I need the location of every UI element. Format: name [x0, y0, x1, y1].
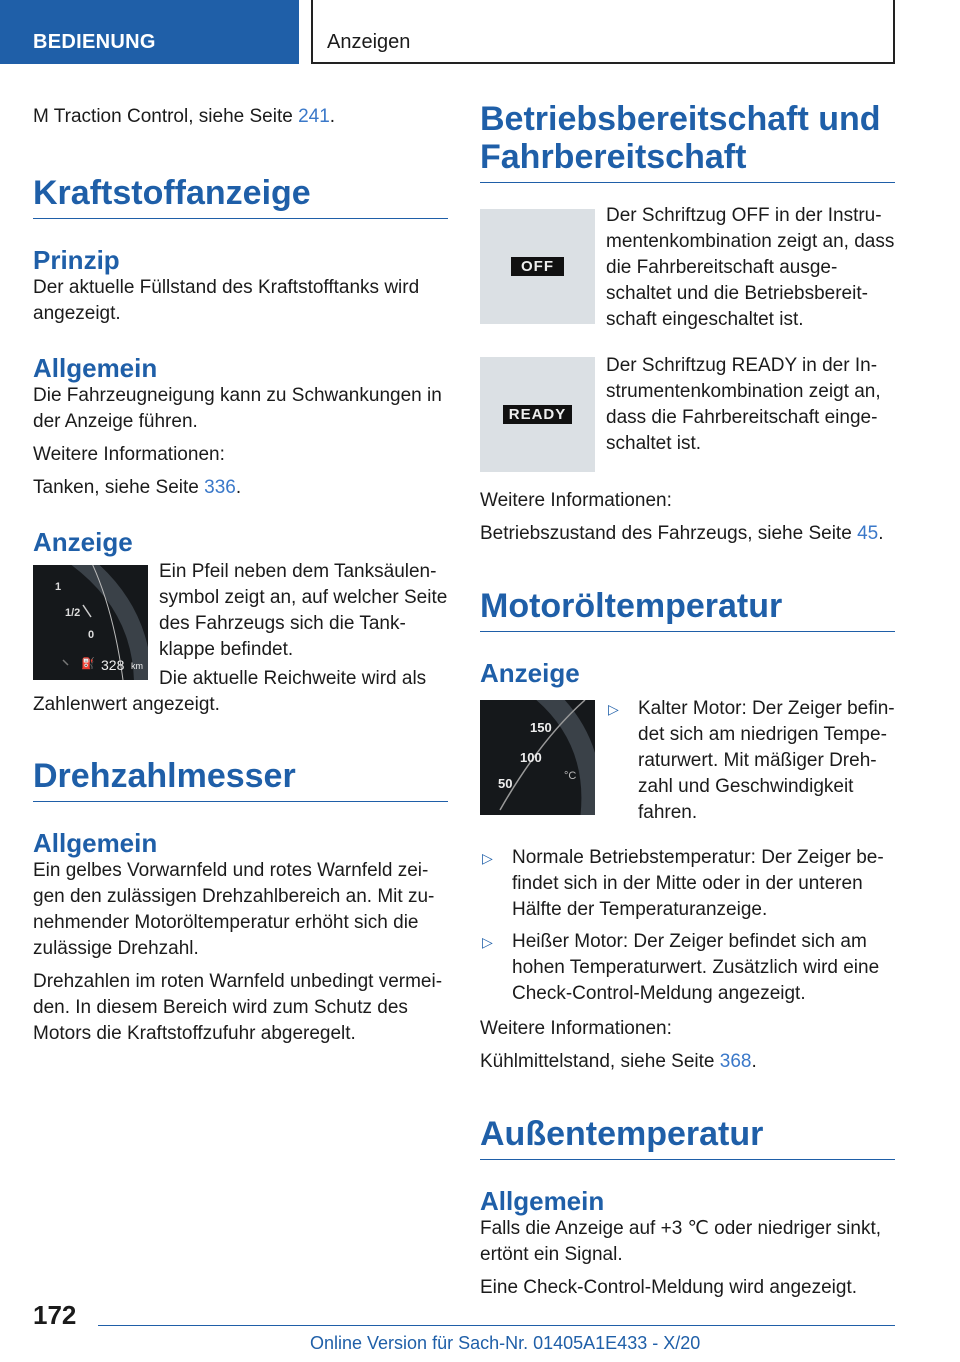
page-link-241[interactable]: 241	[298, 106, 330, 127]
bullet-triangle-icon: ▷	[482, 850, 493, 866]
weitere-info-label-right: Weitere Informationen:	[480, 490, 672, 511]
anzeige-text-1: Ein Pfeil neben dem Tanksäulensymbol zeigt an, auf welcher Seite des Fahrzeugs sich die Tankklappe befindet.	[159, 561, 448, 660]
anzeige-text-2a: Die aktuelle Reichweite wird als	[159, 668, 427, 689]
fuel-range-value: 328	[101, 657, 125, 673]
intro-paragraph: M Traction Control, siehe Seite 241.	[33, 106, 336, 127]
page-link-336[interactable]: 336	[204, 477, 236, 498]
oil-label-unit: °C	[564, 770, 577, 782]
ready-text: Der Schriftzug READY in der Instrumentenkombination zeigt an, dass die Fahrbereitschaft eingeschaltet ist.	[606, 355, 881, 454]
fuel-range-unit: km	[131, 661, 143, 671]
footer-divider	[98, 1325, 895, 1326]
ready-badge: READY	[503, 405, 573, 424]
off-indicator-image	[480, 209, 595, 324]
weitere-info-label: Weitere Informationen:	[33, 444, 225, 465]
page-number: 172	[33, 1300, 77, 1330]
fuel-label-one: 1	[55, 581, 62, 593]
dz-text-2: Drehzahlen im roten Warnfeld unbedingt vermeiden. In diesem Bereich wird zum Schutz des Motors die Kraftstoffzufuhr abgeregelt.	[33, 971, 443, 1044]
kuehl-ref: Kühlmittelstand, siehe Seite 368.	[480, 1051, 757, 1072]
bullet-triangle-icon: ▷	[482, 934, 493, 950]
oil-label-100: 100	[520, 750, 542, 765]
fuel-label-zero: 0	[88, 629, 95, 641]
oil-label-50: 50	[498, 776, 513, 791]
allgemein-text: Die Fahrzeugneigung kann zu Schwankungen in der Anzeige führen.	[33, 385, 442, 432]
fuel-gauge-image	[33, 565, 148, 680]
heading-aussentemperatur: Außentemperatur	[480, 1115, 895, 1160]
aussen-text-1: Falls die Anzeige auf +3 ℃ oder niedriger sinkt, ertönt ein Signal.	[480, 1218, 882, 1265]
footer-version-text: Online Version für Sach-Nr. 01405A1E433 - X/20	[310, 1333, 701, 1353]
oil-bullet-normal: ▷ Normale Betriebstemperatur: Der Zeiger befindet sich in der Mitte oder in der unteren Hälfte der Temperaturanzeige.	[480, 845, 895, 923]
heading-kraftstoffanzeige: Kraftstoffanzeige	[33, 174, 448, 219]
heading-prinzip: Prinzip	[33, 245, 120, 275]
fuel-label-half: 1/2	[65, 607, 81, 619]
oil-label-150: 150	[530, 720, 552, 735]
left-column	[33, 100, 448, 1047]
prinzip-text: Der aktuelle Füllstand des Kraftstofftanks wird angezeigt.	[33, 277, 420, 324]
oil-temp-gauge-image	[480, 700, 595, 815]
heading-aussen-allgemein: Allgemein	[480, 1186, 605, 1216]
aussen-text-2: Eine Check-Control-Meldung wird angezeigt.	[480, 1277, 858, 1298]
off-text: Der Schriftzug OFF in der Instrumentenkombination zeigt an, dass die Fahrbereitschaft ausgeschaltet und die Betriebsbereitschaft eingeschaltet ist.	[606, 205, 895, 330]
anzeige-text-2b: Zahlenwert angezeigt.	[33, 694, 220, 715]
bullet-triangle-icon: ▷	[608, 701, 619, 717]
betrieb-ref: Betriebszustand des Fahrzeugs, siehe Seite 45.	[480, 523, 884, 544]
fuel-pump-icon: ⛽	[81, 658, 95, 670]
heading-oel-anzeige: Anzeige	[480, 658, 580, 688]
heading-dz-allgemein: Allgemein	[33, 828, 158, 858]
dz-text-1: Ein gelbes Vorwarnfeld und rotes Warnfeld zeigen den zulässigen Drehzahlbereich an. Mit zunehmender Motoröltemperatur erhöht sich die zulässige Drehzahl.	[33, 860, 435, 959]
right-column	[480, 100, 895, 1301]
ready-indicator-image	[480, 357, 595, 472]
header-title: Anzeigen	[311, 0, 895, 64]
heading-allgemein: Allgemein	[33, 353, 158, 383]
tanken-ref: Tanken, siehe Seite 336.	[33, 477, 242, 498]
heading-motoroeltemperatur: Motoröltemperatur	[480, 587, 895, 632]
oil-bullet-cold: ▷ Kalter Motor: Der Zeiger befindet sich am niedrigen Temperaturwert. Mit mäßiger Drehzahl und Geschwindigkeit fahren.	[606, 696, 898, 826]
heading-betriebsbereitschaft: Betriebsbereitschaft und Fahrbereitschaft	[480, 100, 895, 183]
oil-bullet-hot: ▷ Heißer Motor: Der Zeiger befindet sich am hohen Temperaturwert. Zusätzlich wird eine Check-Control-Meldung angezeigt.	[480, 929, 895, 1007]
heading-drehzahlmesser: Drehzahlmesser	[33, 757, 448, 802]
page-link-368[interactable]: 368	[719, 1051, 752, 1072]
heading-anzeige: Anzeige	[33, 527, 133, 557]
off-badge: OFF	[511, 257, 564, 276]
header-section-tab: BEDIENUNG	[0, 0, 299, 64]
weitere-info-label-right-2: Weitere Informationen:	[480, 1018, 672, 1039]
page-link-45[interactable]: 45	[857, 523, 879, 544]
